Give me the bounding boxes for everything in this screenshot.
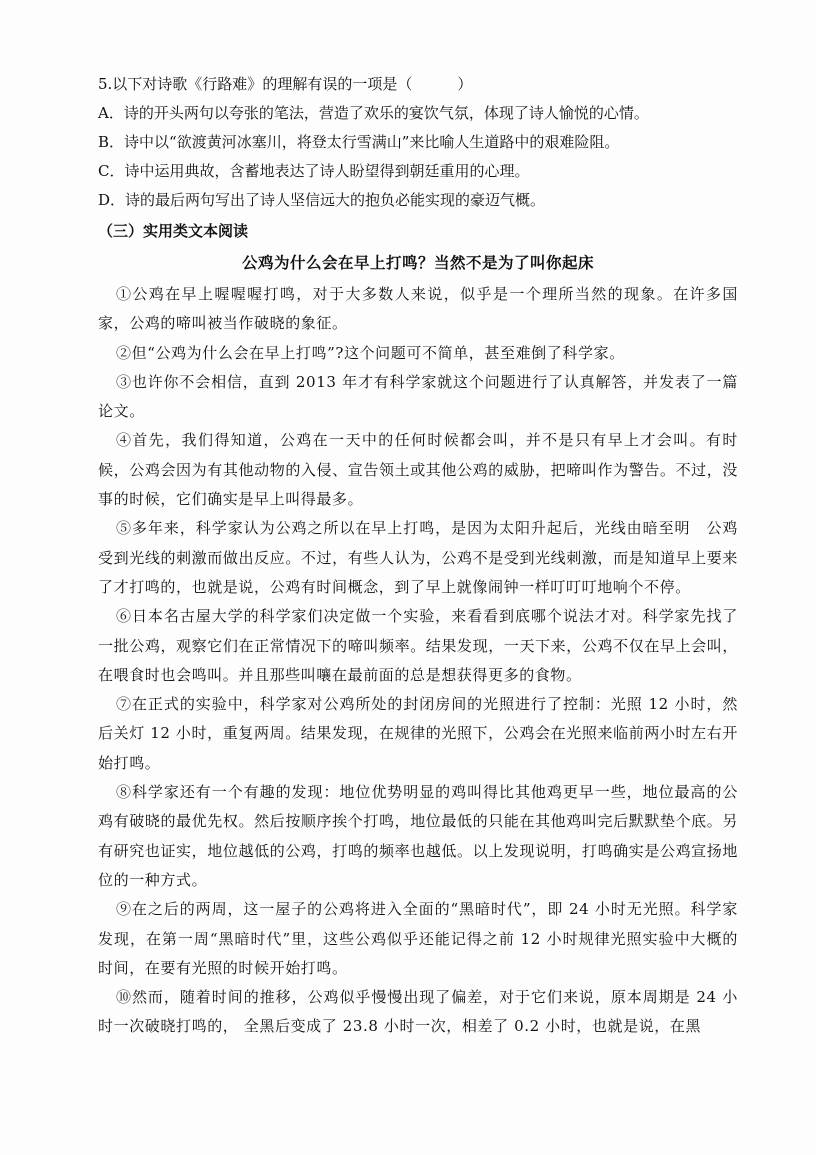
question-5-stem: 5.以下对诗歌《行路难》的理解有误的一项是（ ）: [98, 75, 473, 93]
page-content: [98, 70, 738, 1042]
article-paragraph-8: ⑧科学家还有一个有趣的发现：地位优势明显的鸡叫得比其他鸡更早一些，地位最高的公鸡有破晓的最优先权。然后按顺序挨个打鸣，地位最低的只能在其他鸡叫完后默默垫个底。另有研究也证实，地位越低的公鸡，打鸣的频率也越低。以上发现说明，打鸣确实是公鸡宣扬地位的一种方式。: [98, 783, 738, 889]
section-heading: （三）实用类文本阅读: [98, 222, 249, 240]
article-paragraph-7: ⑦在正式的实验中，科学家对公鸡所处的封闭房间的光照进行了控制：光照 12 小时，然后关灯 12 小时，重复两周。结果发现，在规律的光照下，公鸡会在光照来临前两小时左右开始打鸣。: [98, 695, 738, 772]
question-5-option-d: D．诗的最后两句写出了诗人坚信远大的抱负必能实现的豪迈气概。: [98, 191, 546, 209]
article-paragraph-5: ⑤多年来，科学家认为公鸡之所以在早上打鸣，是因为太阳升起后，光线由暗至明 公鸡受到光线的刺激而做出反应。不过，有些人认为，公鸡不是受到光线刺激，而是知道早上要来了才打鸣的，也就是说，公鸡有时间概念，到了早上就像闹钟一样叮叮叮地响个不停。: [98, 519, 738, 596]
article-paragraph-3: ③也许你不会相信，直到 2013 年才有科学家就这个问题进行了认真解答，并发表了一篇论文。: [98, 372, 738, 421]
article-paragraph-2: ②但“公鸡为什么会在早上打鸣”?这个问题可不简单，甚至难倒了科学家。: [116, 343, 625, 362]
question-5-option-a: A．诗的开头两句以夸张的笔法，营造了欢乐的宴饮气氛，体现了诗人愉悦的心情。: [98, 104, 649, 122]
question-5-option-c: C．诗中运用典故，含蓄地表达了诗人盼望得到朝廷重用的心理。: [98, 162, 530, 180]
article-title: 公鸡为什么会在早上打鸣？当然不是为了叫你起床: [241, 253, 594, 272]
article-paragraph-6: ⑥日本名古屋大学的科学家们决定做一个实验，来看看到底哪个说法才对。科学家先找了一批公鸡，观察它们在正常情况下的啼叫频率。结果发现，一天下来，公鸡不仅在早上会叫，在喂食时也会鸣叫。并且那些叫嚷在最前面的总是想获得更多的食物。: [98, 607, 738, 684]
article-paragraph-10: ⑩然而，随着时间的推移，公鸡似乎慢慢出现了偏差，对于它们来说，原本周期是 24 小时一次破晓打鸣的， 全黑后变成了 23.8 小时一次，相差了 0.2 小时，也就是说，在黑: [98, 988, 738, 1036]
article-paragraph-4: ④首先，我们得知道，公鸡在一天中的任何时候都会叫，并不是只有早上才会叫。有时候，公鸡会因为有其他动物的入侵、宣告领土或其他公鸡的威胁，把啼叫作为警告。不过，没事的时候，它们确实是早上叫得最多。: [98, 431, 738, 509]
article-paragraph-9: ⑨在之后的两周，这一屋子的公鸡将进入全面的“黑暗时代”，即 24 小时无光照。科学家发现，在第一周“黑暗时代”里，这些公鸡似乎还能记得之前 12 小时规律光照实验中大概的时间，在要有光照的时候开始打鸣。: [98, 900, 738, 977]
article-paragraph-1: ①公鸡在早上喔喔喔打鸣，对于大多数人来说，似乎是一个理所当然的现象。在许多国家，公鸡的啼叫被当作破晓的象征。: [98, 285, 738, 333]
question-5-option-b: B．诗中以“欲渡黄河冰塞川，将登太行雪满山”来比喻人生道路中的艰难险阻。: [98, 133, 620, 151]
